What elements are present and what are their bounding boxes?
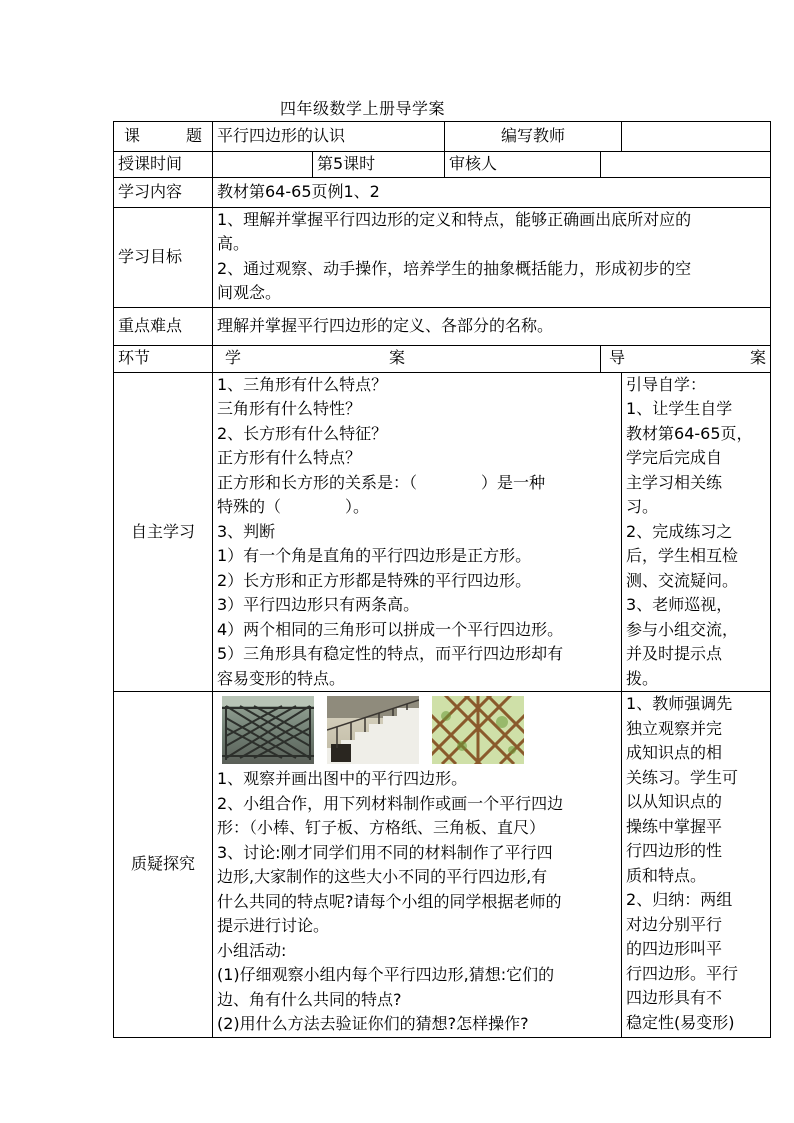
goals-label: 学习目标 [114,207,213,307]
key-value: 理解并掌握平行四边形的定义、各部分的名称。 [213,307,771,345]
photo-strip [217,692,617,767]
self-study-guide: 引导自学： 1、让学生自学 教材第64-65页， 学完后完成自 主学习相关练 习。 2、完成练习之 后，学生相互检 测、交流疑问。 3、老师巡视， 参与小组交流， 并及时提示点 拨。 [622,372,771,692]
lesson-plan-table [113,121,771,1038]
row-inquiry [114,692,771,1038]
document-title: 四年级数学上册导学案 [280,99,446,118]
inquiry-guide: 1、教师强调先 独立观察并完 成知识点的相 关练习。学生可 以从知识点的 操练中掌握平 行四边形的性 质和特点。 2、归纳：两组 对边分别平行 的四边形叫平 行四边形。平行 四边形具有不 稳定性(易变形) [622,692,771,1038]
row-topic [114,122,771,152]
row-time [114,152,771,178]
editor-value [622,122,771,152]
row-content [114,177,771,207]
content-value: 教材第64-65页例1、2 [213,177,771,207]
header-teacher-plan: 导 案 [601,345,771,372]
topic-value: 平行四边形的认识 [213,122,445,152]
gate-photo [222,696,314,764]
header-student-plan: 学 案 [213,345,601,372]
self-study-content: 1、三角形有什么特点？ 三角形有什么特性？ 2、长方形有什么特征？ 正方形有什么特点？ 正方形和长方形的关系是：（ ）是一种 特殊的（ ）。 3、判断 1）有一个角是直角的平行四边形是正方形。 2）长方形和正方形都是特殊的平行四边形。 3）平行四边形只有两条高。 4）两个相同的三角形可以拼成一个平行四边形。 5）三角形具有稳定性的特点，而平行四边形却有 容易变形的特点。 [213,372,622,692]
reviewer-value [601,152,771,178]
row-key-points [114,307,771,345]
header-stage: 环节 [114,345,213,372]
time-value [213,152,313,178]
time-label: 授课时间 [114,152,213,178]
inquiry-content: 1、观察并画出图中的平行四边形。 2、小组合作，用下列材料制作或画一个平行四边 形：（小棒、钉子板、方格纸、三角板、直尺） 3、讨论:刚才同学们用不同的材料制作了平行四 边形,大家制作的这些大小不同的平行四边形,有 什么共同的特点呢?请每个小组的同学根据老师的 提示进行讨论。 小组活动: (1)仔细观察小组内每个平行四边形,猜想:它们的 边、角有什么共同的特点? (2)用什么方法去验证你们的猜想?怎样操作? [213,692,622,1038]
key-label: 重点难点 [114,307,213,345]
inquiry-label: 质疑探究 [114,692,213,1038]
row-goals [114,207,771,307]
stair-railing-photo [327,696,419,764]
reviewer-label: 审核人 [445,152,601,178]
row-header [114,345,771,372]
lesson-number: 第5课时 [313,152,445,178]
editor-label: 编写教师 [445,122,622,152]
self-study-label: 自主学习 [114,372,213,692]
topic-label: 课 题 [114,122,213,152]
lattice-fence-photo [432,696,524,764]
content-label: 学习内容 [114,177,213,207]
goals-text: 1、理解并掌握平行四边形的定义和特点，能够正确画出底所对应的 高。 2、通过观察、动手操作，培养学生的抽象概括能力，形成初步的空 间观念。 [213,207,771,307]
row-self-study [114,372,771,692]
